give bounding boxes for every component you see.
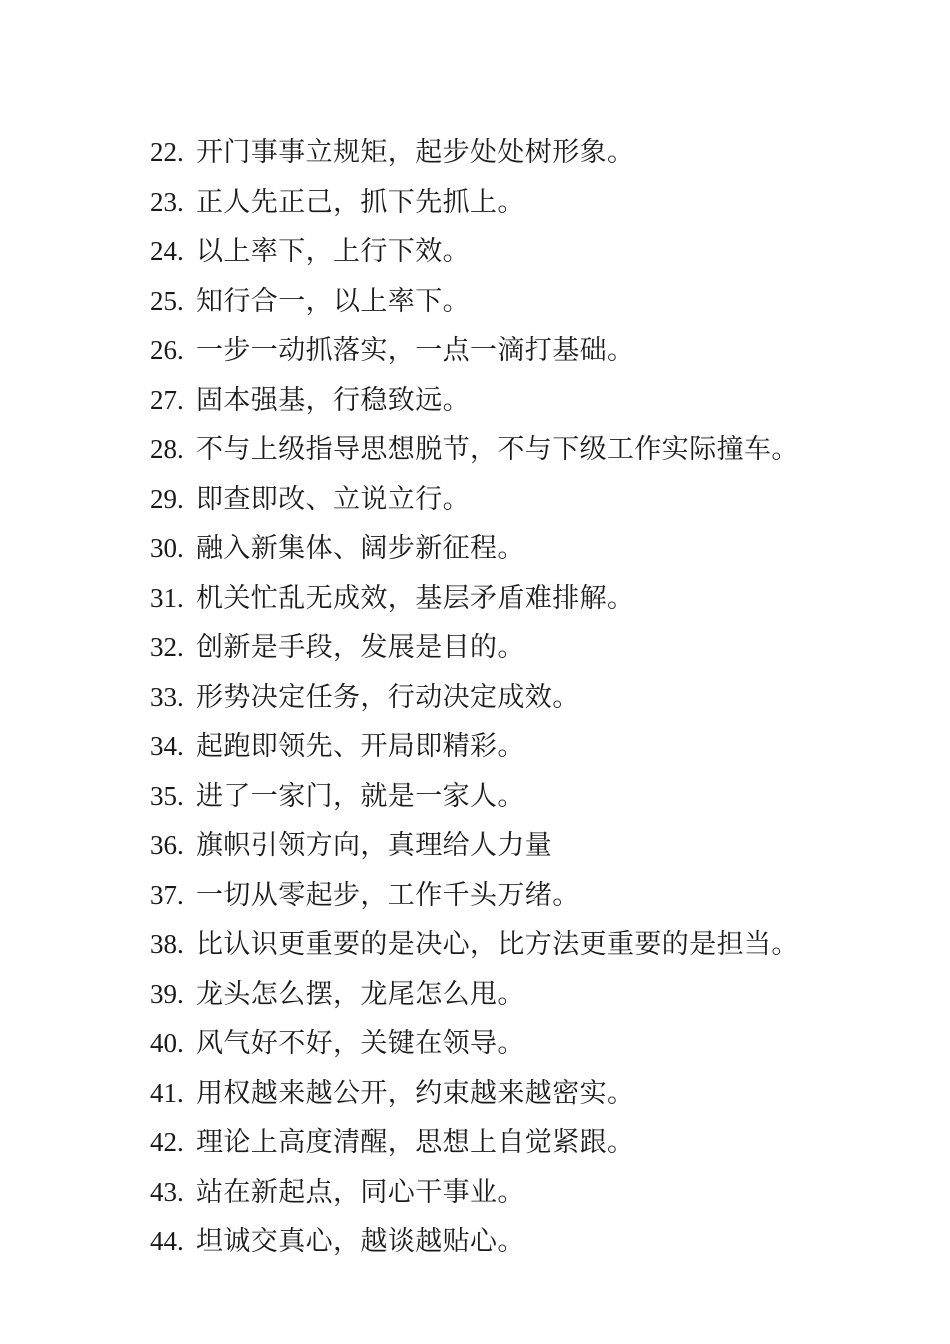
list-item [150,326,854,376]
list-item-number: 24. [150,236,184,266]
list-item [150,128,854,178]
list-item [150,277,854,327]
list-item-text: 创新是手段，发展是目的。 [196,632,525,662]
list-item [150,722,854,772]
list-item [150,1019,854,1069]
list-item-text: 即查即改、立说立行。 [196,483,470,514]
numbered-list [150,128,854,1267]
list-item-number: 43. [150,1176,184,1207]
list-item [150,475,854,525]
list-item-number: 23. [150,186,184,217]
list-item-number: 32. [150,632,184,662]
list-item [150,227,854,277]
list-item-number: 44. [150,1226,184,1256]
list-item [150,1118,854,1168]
list-item-text: 风气好不好，关键在领导。 [196,1028,525,1058]
list-item [150,1217,854,1267]
list-item [150,970,854,1020]
list-item [150,623,854,673]
list-item-number: 39. [150,978,184,1009]
list-item-text: 形势决定任务，行动决定成效。 [196,681,580,712]
list-item-text: 旗帜引领方向，真理给人力量 [196,830,553,860]
list-item [150,772,854,822]
list-item [150,673,854,723]
list-item [150,425,854,475]
list-item-number: 22. [150,137,184,167]
list-item-number: 33. [150,681,184,712]
list-item-number: 30. [150,533,184,563]
list-item-number: 29. [150,483,184,514]
list-item-number: 28. [150,434,184,464]
list-item-text: 机关忙乱无成效，基层矛盾难排解。 [196,582,635,613]
list-item [150,178,854,228]
list-item-text: 不与上级指导思想脱节，不与下级工作实际撞车。 [196,434,799,464]
list-item-number: 40. [150,1028,184,1058]
list-item-text: 龙头怎么摆，龙尾怎么甩。 [196,978,525,1009]
list-item-text: 开门事事立规矩，起步处处树形象。 [196,137,635,167]
list-item-text: 一切从零起步，工作千头万绪。 [196,879,580,910]
list-item-text: 固本强基，行稳致远。 [196,384,470,415]
list-item-text: 以上率下，上行下效。 [196,236,470,266]
list-item-text: 进了一家门，就是一家人。 [196,780,525,811]
list-item [150,376,854,426]
list-item [150,574,854,624]
list-item [150,1069,854,1119]
list-item-number: 27. [150,384,184,415]
list-item-number: 37. [150,879,184,910]
list-item [150,524,854,574]
list-item [150,821,854,871]
list-item-text: 一步一动抓落实，一点一滴打基础。 [196,335,635,365]
list-item-text: 比认识更重要的是决心，比方法更重要的是担当。 [196,929,799,959]
list-item-number: 36. [150,830,184,860]
list-item-number: 42. [150,1127,184,1157]
list-item-number: 31. [150,582,184,613]
list-item [150,871,854,921]
list-item-text: 站在新起点，同心干事业。 [196,1176,525,1207]
list-item-text: 理论上高度清醒，思想上自觉紧跟。 [196,1127,635,1157]
list-item-text: 起跑即领先、开局即精彩。 [196,731,525,761]
list-item-number: 34. [150,731,184,761]
list-item-text: 融入新集体、阔步新征程。 [196,533,525,563]
list-item [150,1168,854,1218]
list-item-number: 26. [150,335,184,365]
list-item-number: 25. [150,285,184,316]
list-item-text: 正人先正己，抓下先抓上。 [196,186,525,217]
list-item-text: 知行合一，以上率下。 [196,285,470,316]
list-item-text: 用权越来越公开，约束越来越密实。 [196,1077,635,1108]
list-item-number: 38. [150,929,184,959]
list-item [150,920,854,970]
list-item-number: 41. [150,1077,184,1108]
list-item-text: 坦诚交真心，越谈越贴心。 [196,1226,525,1256]
list-item-number: 35. [150,780,184,811]
